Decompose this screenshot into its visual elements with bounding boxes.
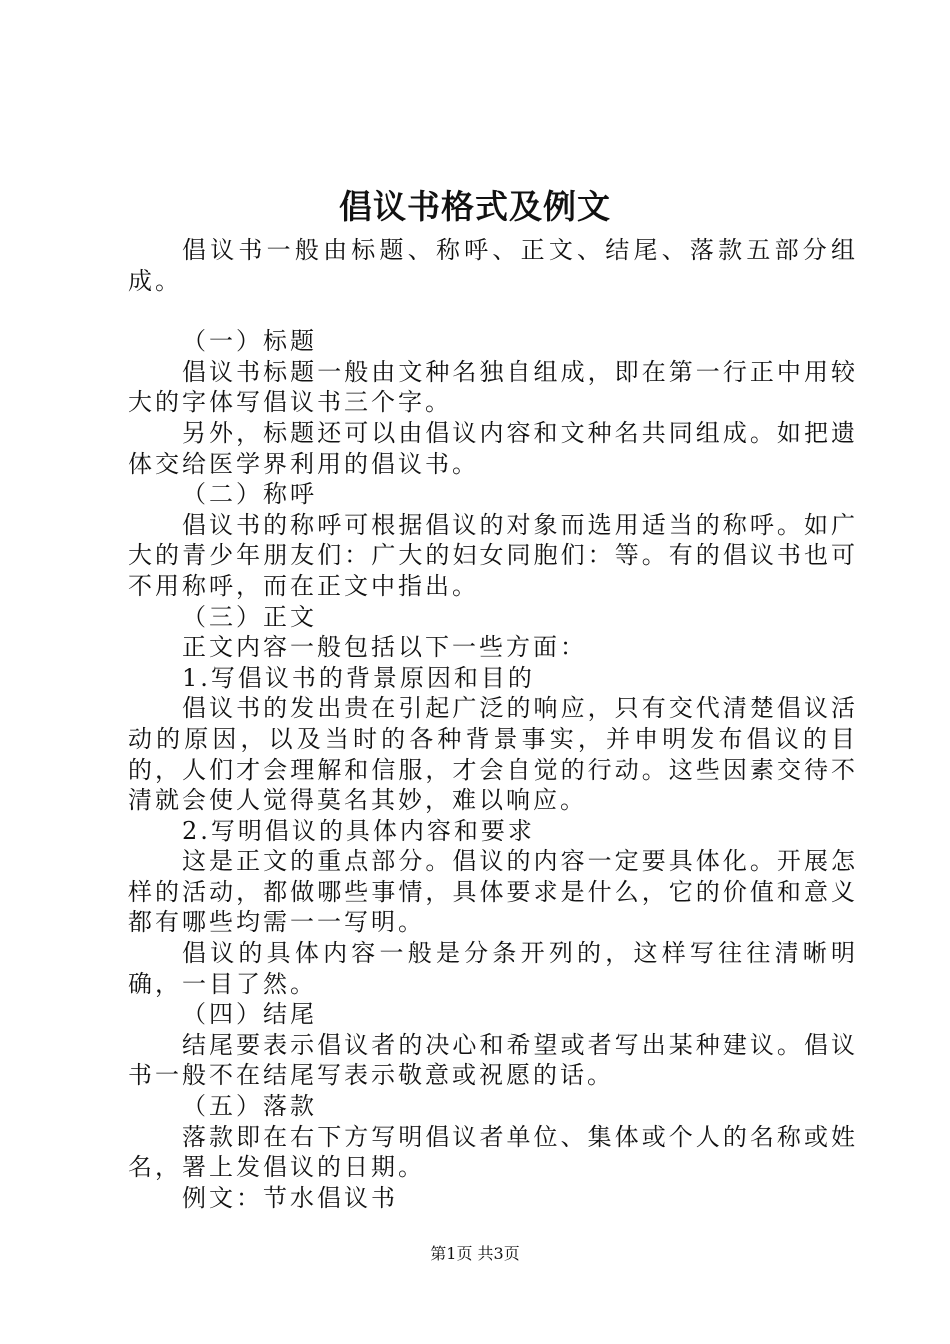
document-title: 倡议书格式及例文 — [339, 187, 611, 226]
body-paragraph: 倡议书的称呼可根据倡议的对象而选用适当的称呼。如广大的青少年朋友们：广大的妇女同胞们：等。有的倡议书也可不用称呼，而在正文中指出。 — [128, 510, 858, 600]
body-paragraph: 倡议的具体内容一般是分条开列的，这样写往往清晰明确，一目了然。 — [128, 939, 858, 998]
example-label: 例文：节水倡议书 — [182, 1183, 398, 1212]
subheading-content: 2.写明倡议的具体内容和要求 — [182, 816, 535, 845]
section-heading-body: （三）正文 — [182, 602, 317, 631]
body-paragraph: 倡议书的发出贵在引起广泛的响应，只有交代清楚倡议活动的原因，以及当时的各种背景事实，并申明发布倡议的目的，人们才会理解和信服，才会自觉的行动。这些因素交待不清就会使人觉得莫名其妙，难以响应。 — [128, 694, 858, 815]
page-number-footer: 第1页 共3页 — [430, 1244, 520, 1263]
section-heading-salutation: （二）称呼 — [182, 480, 317, 509]
body-paragraph: 正文内容一般包括以下一些方面： — [182, 633, 587, 662]
body-paragraph: 另外，标题还可以由倡议内容和文种名共同组成。如把遗体交给医学界利用的倡议书。 — [128, 418, 858, 478]
section-heading-signature: （五）落款 — [182, 1092, 317, 1121]
body-paragraph: 倡议书标题一般由文种名独自组成，即在第一行正中用较大的字体写倡议书三个字。 — [128, 357, 858, 417]
document-body — [128, 235, 858, 1213]
intro-paragraph: 倡议书一般由标题、称呼、正文、结尾、落款五部分组成。 — [128, 236, 858, 295]
paragraph-gap — [128, 296, 858, 326]
body-paragraph: 结尾要表示倡议者的决心和希望或者写出某种建议。倡议书一般不在结尾写表示敬意或祝愿的话。 — [128, 1030, 858, 1090]
body-paragraph: 落款即在右下方写明倡议者单位、集体或个人的名称或姓名，署上发倡议的日期。 — [128, 1122, 858, 1182]
body-paragraph: 这是正文的重点部分。倡议的内容一定要具体化。开展怎样的活动，都做哪些事情，具体要求是什么，它的价值和意义都有哪些均需一一写明。 — [128, 847, 858, 937]
section-heading-title: （一）标题 — [182, 327, 317, 356]
section-heading-ending: （四）结尾 — [182, 1000, 317, 1029]
subheading-background: 1.写倡议书的背景原因和目的 — [182, 663, 535, 692]
